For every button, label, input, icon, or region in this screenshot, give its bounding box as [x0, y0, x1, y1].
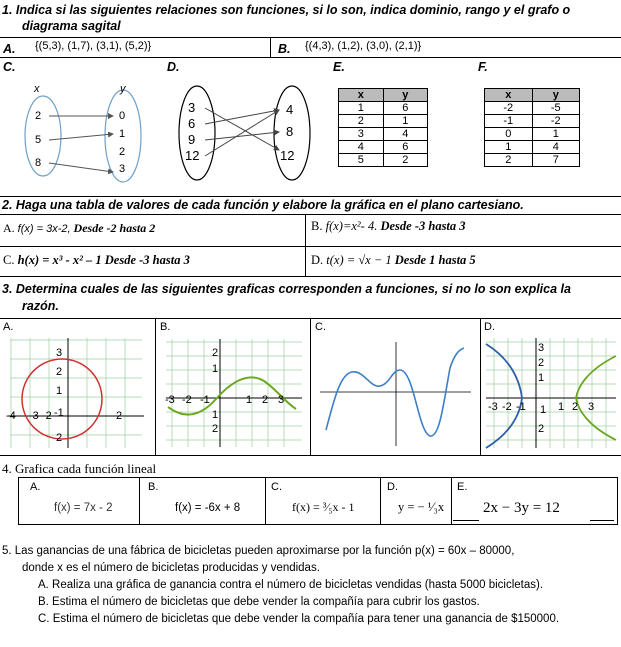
- tick-label: 1: [212, 363, 219, 375]
- table-cell: 1: [339, 102, 384, 115]
- q1-title-line1: 1. Indica si las siguientes relaciones son funciones, si lo son, indica dominio, rango y el grafo o: [2, 3, 571, 17]
- q4-label: A.: [30, 481, 41, 493]
- range-text: Desde 1 hasta 5: [391, 253, 476, 267]
- table-header: x: [485, 89, 533, 102]
- d-right-val: 12: [280, 148, 295, 163]
- table-row: [339, 128, 428, 141]
- table-e: [338, 88, 428, 167]
- left-parabola: [486, 344, 522, 448]
- q4-label: E.: [457, 481, 468, 493]
- q2-item-d: [311, 253, 476, 268]
- tick-label: 2: [572, 401, 579, 413]
- tick-label: 2: [116, 410, 123, 422]
- q4-label: D.: [387, 481, 398, 493]
- table-row: [485, 102, 580, 115]
- q5-item: B. Estima el número de bicicletas que debe vender la compañía para cubrir los gastos.: [38, 596, 480, 608]
- q1-F-label: F.: [478, 60, 488, 74]
- tick-label: 2: [262, 394, 269, 406]
- tick-label: 2: [56, 432, 63, 444]
- table-row: [339, 102, 428, 115]
- c-x-val: 2: [35, 110, 42, 122]
- tick-label: -3: [165, 394, 175, 406]
- divider: [0, 37, 621, 38]
- q2-item-c: [3, 253, 190, 268]
- table-cell: -1: [485, 115, 533, 128]
- d-left-val: 9: [188, 132, 196, 147]
- answer-blank: [590, 520, 614, 521]
- divider: [380, 477, 381, 525]
- function-text: f(x)=x²- 4.: [325, 219, 378, 233]
- table-cell: 1: [532, 128, 580, 141]
- range-text: Desde -3 hasta 3: [377, 219, 466, 233]
- divider: [139, 477, 140, 525]
- divider: [18, 524, 618, 525]
- graph-c-curve: [318, 340, 473, 448]
- graph-d-curves: [484, 336, 618, 450]
- table-cell: 4: [383, 128, 428, 141]
- c-y-val: 2: [119, 146, 126, 158]
- divider: [0, 214, 621, 215]
- q4-label: B.: [148, 481, 159, 493]
- q4-label: C.: [271, 481, 282, 493]
- item-label: D.: [311, 253, 324, 267]
- d-left-val: 3: [188, 100, 196, 115]
- q5-line2: donde x es el número de bicicletas producidas y vendidas.: [22, 562, 320, 574]
- tick-label: 3: [588, 401, 595, 413]
- table-header: y: [383, 89, 428, 102]
- tick-label: 1: [538, 372, 545, 384]
- table-cell: 2: [383, 154, 428, 167]
- divider: [617, 477, 618, 525]
- range-text: Desde -3 hasta 3: [101, 253, 190, 267]
- table-cell: 4: [532, 141, 580, 154]
- domain-oval: [179, 86, 215, 180]
- answer-blank: [453, 520, 479, 521]
- tick-label: -4: [6, 410, 16, 422]
- table-cell: 4: [339, 141, 384, 154]
- tick-label: 3: [538, 342, 545, 354]
- q4-function: f(x) = 7x - 2: [54, 502, 113, 514]
- q2-item-b: [311, 219, 466, 234]
- divider: [0, 455, 621, 456]
- sagittal-diagram-d: [175, 78, 320, 188]
- q5-line1: 5. Las ganancias de una fábrica de bicicletas pueden aproximarse por la función p(x) = 60x – 80000,: [2, 545, 515, 557]
- q1-A-set: {(5,3), (1,7), (3,1), (5,2)}: [35, 40, 152, 52]
- table-row: [485, 141, 580, 154]
- q4-function: 2x − 3y = 12: [483, 500, 560, 516]
- tick-label: -1: [200, 394, 210, 406]
- divider: [310, 318, 311, 455]
- divider: [18, 477, 19, 525]
- table-row: [485, 128, 580, 141]
- divider: [0, 246, 621, 247]
- table-cell: 1: [383, 115, 428, 128]
- table-header: x: [339, 89, 384, 102]
- item-label: A.: [3, 221, 15, 235]
- tick-label: 3: [56, 347, 63, 359]
- tick-label: -2: [502, 401, 512, 413]
- divider: [0, 57, 621, 58]
- q1-B-label: B.: [278, 42, 291, 56]
- table-f: [484, 88, 580, 167]
- table-row: [485, 115, 580, 128]
- table-cell: 2: [339, 115, 384, 128]
- function-text: h(x) = x³ - x² – 1: [17, 253, 102, 267]
- q1-A-label: A.: [3, 42, 16, 56]
- q2-item-a: [3, 221, 155, 236]
- graph-label: A.: [3, 321, 14, 333]
- d-left-val: 12: [185, 148, 200, 163]
- tick-label: 2: [538, 423, 545, 435]
- q4-function: f(x) = ³⁄₅x - 1: [292, 500, 355, 514]
- function-text: f(x) = 3x-2,: [17, 223, 71, 235]
- table-cell: 2: [485, 154, 533, 167]
- c-x-header: x: [34, 83, 40, 95]
- tick-label: -2: [42, 410, 52, 422]
- q3-title-line2: razón.: [22, 299, 59, 313]
- divider: [0, 196, 621, 197]
- tick-label: -1: [54, 407, 64, 419]
- divider: [0, 276, 621, 277]
- tick-label: 3: [278, 394, 285, 406]
- q4-function: f(x) = -6x + 8: [175, 502, 241, 514]
- graph-label: C.: [315, 321, 326, 333]
- graph-b-wave: [164, 337, 304, 449]
- tick-label: -1: [516, 401, 526, 413]
- function-text: t(x) = √x − 1: [326, 253, 392, 267]
- table-cell: 0: [485, 128, 533, 141]
- divider: [18, 477, 618, 478]
- table-cell: -5: [532, 102, 580, 115]
- q1-E-label: E.: [333, 60, 345, 74]
- tick-label: -2: [182, 394, 192, 406]
- graph-a-circle: [6, 336, 146, 450]
- c-y-header: y: [120, 83, 126, 95]
- q1-B-set: {(4,3), (1,2), (3,0), (2,1)}: [305, 40, 422, 52]
- c-x-val: 5: [35, 134, 42, 146]
- table-header: y: [532, 89, 580, 102]
- table-cell: 3: [339, 128, 384, 141]
- mapping-arrow: [49, 134, 113, 140]
- q2-title: 2. Haga una tabla de valores de cada función y elabore la gráfica en el plano cartesiano.: [2, 198, 524, 212]
- q5-item: C. Estima el número de bicicletas que debe vender la compañía para tener una ganancia de $150000.: [38, 613, 560, 625]
- tick-label: 1: [246, 394, 253, 406]
- graph-label: B.: [160, 321, 171, 333]
- mapping-arrow: [205, 108, 279, 150]
- q1-title-line2: diagrama sagital: [22, 19, 121, 33]
- table-row: [485, 154, 580, 167]
- tick-label: 2: [212, 347, 219, 359]
- table-row: [339, 115, 428, 128]
- q1-C-label: C.: [3, 60, 16, 74]
- item-label: C.: [3, 253, 15, 267]
- table-cell: 1: [485, 141, 533, 154]
- c-y-val: 1: [119, 128, 126, 140]
- range-text: Desde -2 hasta 2: [70, 221, 156, 235]
- divider: [155, 318, 156, 455]
- divider: [270, 37, 271, 57]
- tick-label: 1: [56, 385, 63, 397]
- tick-label: 2: [212, 423, 219, 435]
- d-right-val: 8: [286, 124, 294, 139]
- tick-label: -3: [29, 410, 39, 422]
- divider: [480, 318, 481, 455]
- q4-function: y = − ¹⁄₃x: [398, 500, 445, 514]
- table-cell: 5: [339, 154, 384, 167]
- tick-label: -3: [488, 401, 498, 413]
- q4-title: 4. Grafica cada función lineal: [2, 461, 157, 476]
- divider: [305, 214, 306, 276]
- q3-title-line1: 3. Determina cuales de las siguientes graficas corresponden a funciones, si no lo son explica la: [2, 282, 571, 296]
- tick-label: 1: [558, 401, 565, 413]
- table-cell: 6: [383, 141, 428, 154]
- tick-label: 1: [212, 409, 219, 421]
- table-cell: -2: [532, 115, 580, 128]
- c-x-val: 8: [35, 157, 42, 169]
- table-row: [339, 154, 428, 167]
- c-y-val: 0: [119, 110, 126, 122]
- table-cell: 7: [532, 154, 580, 167]
- graph-label: D.: [484, 321, 495, 333]
- tick-label: 1: [540, 404, 547, 416]
- mapping-arrow: [49, 163, 113, 172]
- table-row: [339, 141, 428, 154]
- table-cell: -2: [485, 102, 533, 115]
- divider: [451, 477, 452, 525]
- d-left-val: 6: [188, 116, 196, 131]
- d-right-val: 4: [286, 102, 294, 117]
- tick-label: 2: [538, 357, 545, 369]
- q1-D-label: D.: [167, 60, 180, 74]
- divider: [265, 477, 266, 525]
- item-label: B.: [311, 219, 323, 233]
- table-cell: 6: [383, 102, 428, 115]
- c-y-val: 3: [119, 163, 126, 175]
- q5-item: A. Realiza una gráfica de ganancia contra el número de bicicletas vendidas (hasta 5000 bicicletas).: [38, 579, 544, 591]
- tick-label: 2: [56, 366, 63, 378]
